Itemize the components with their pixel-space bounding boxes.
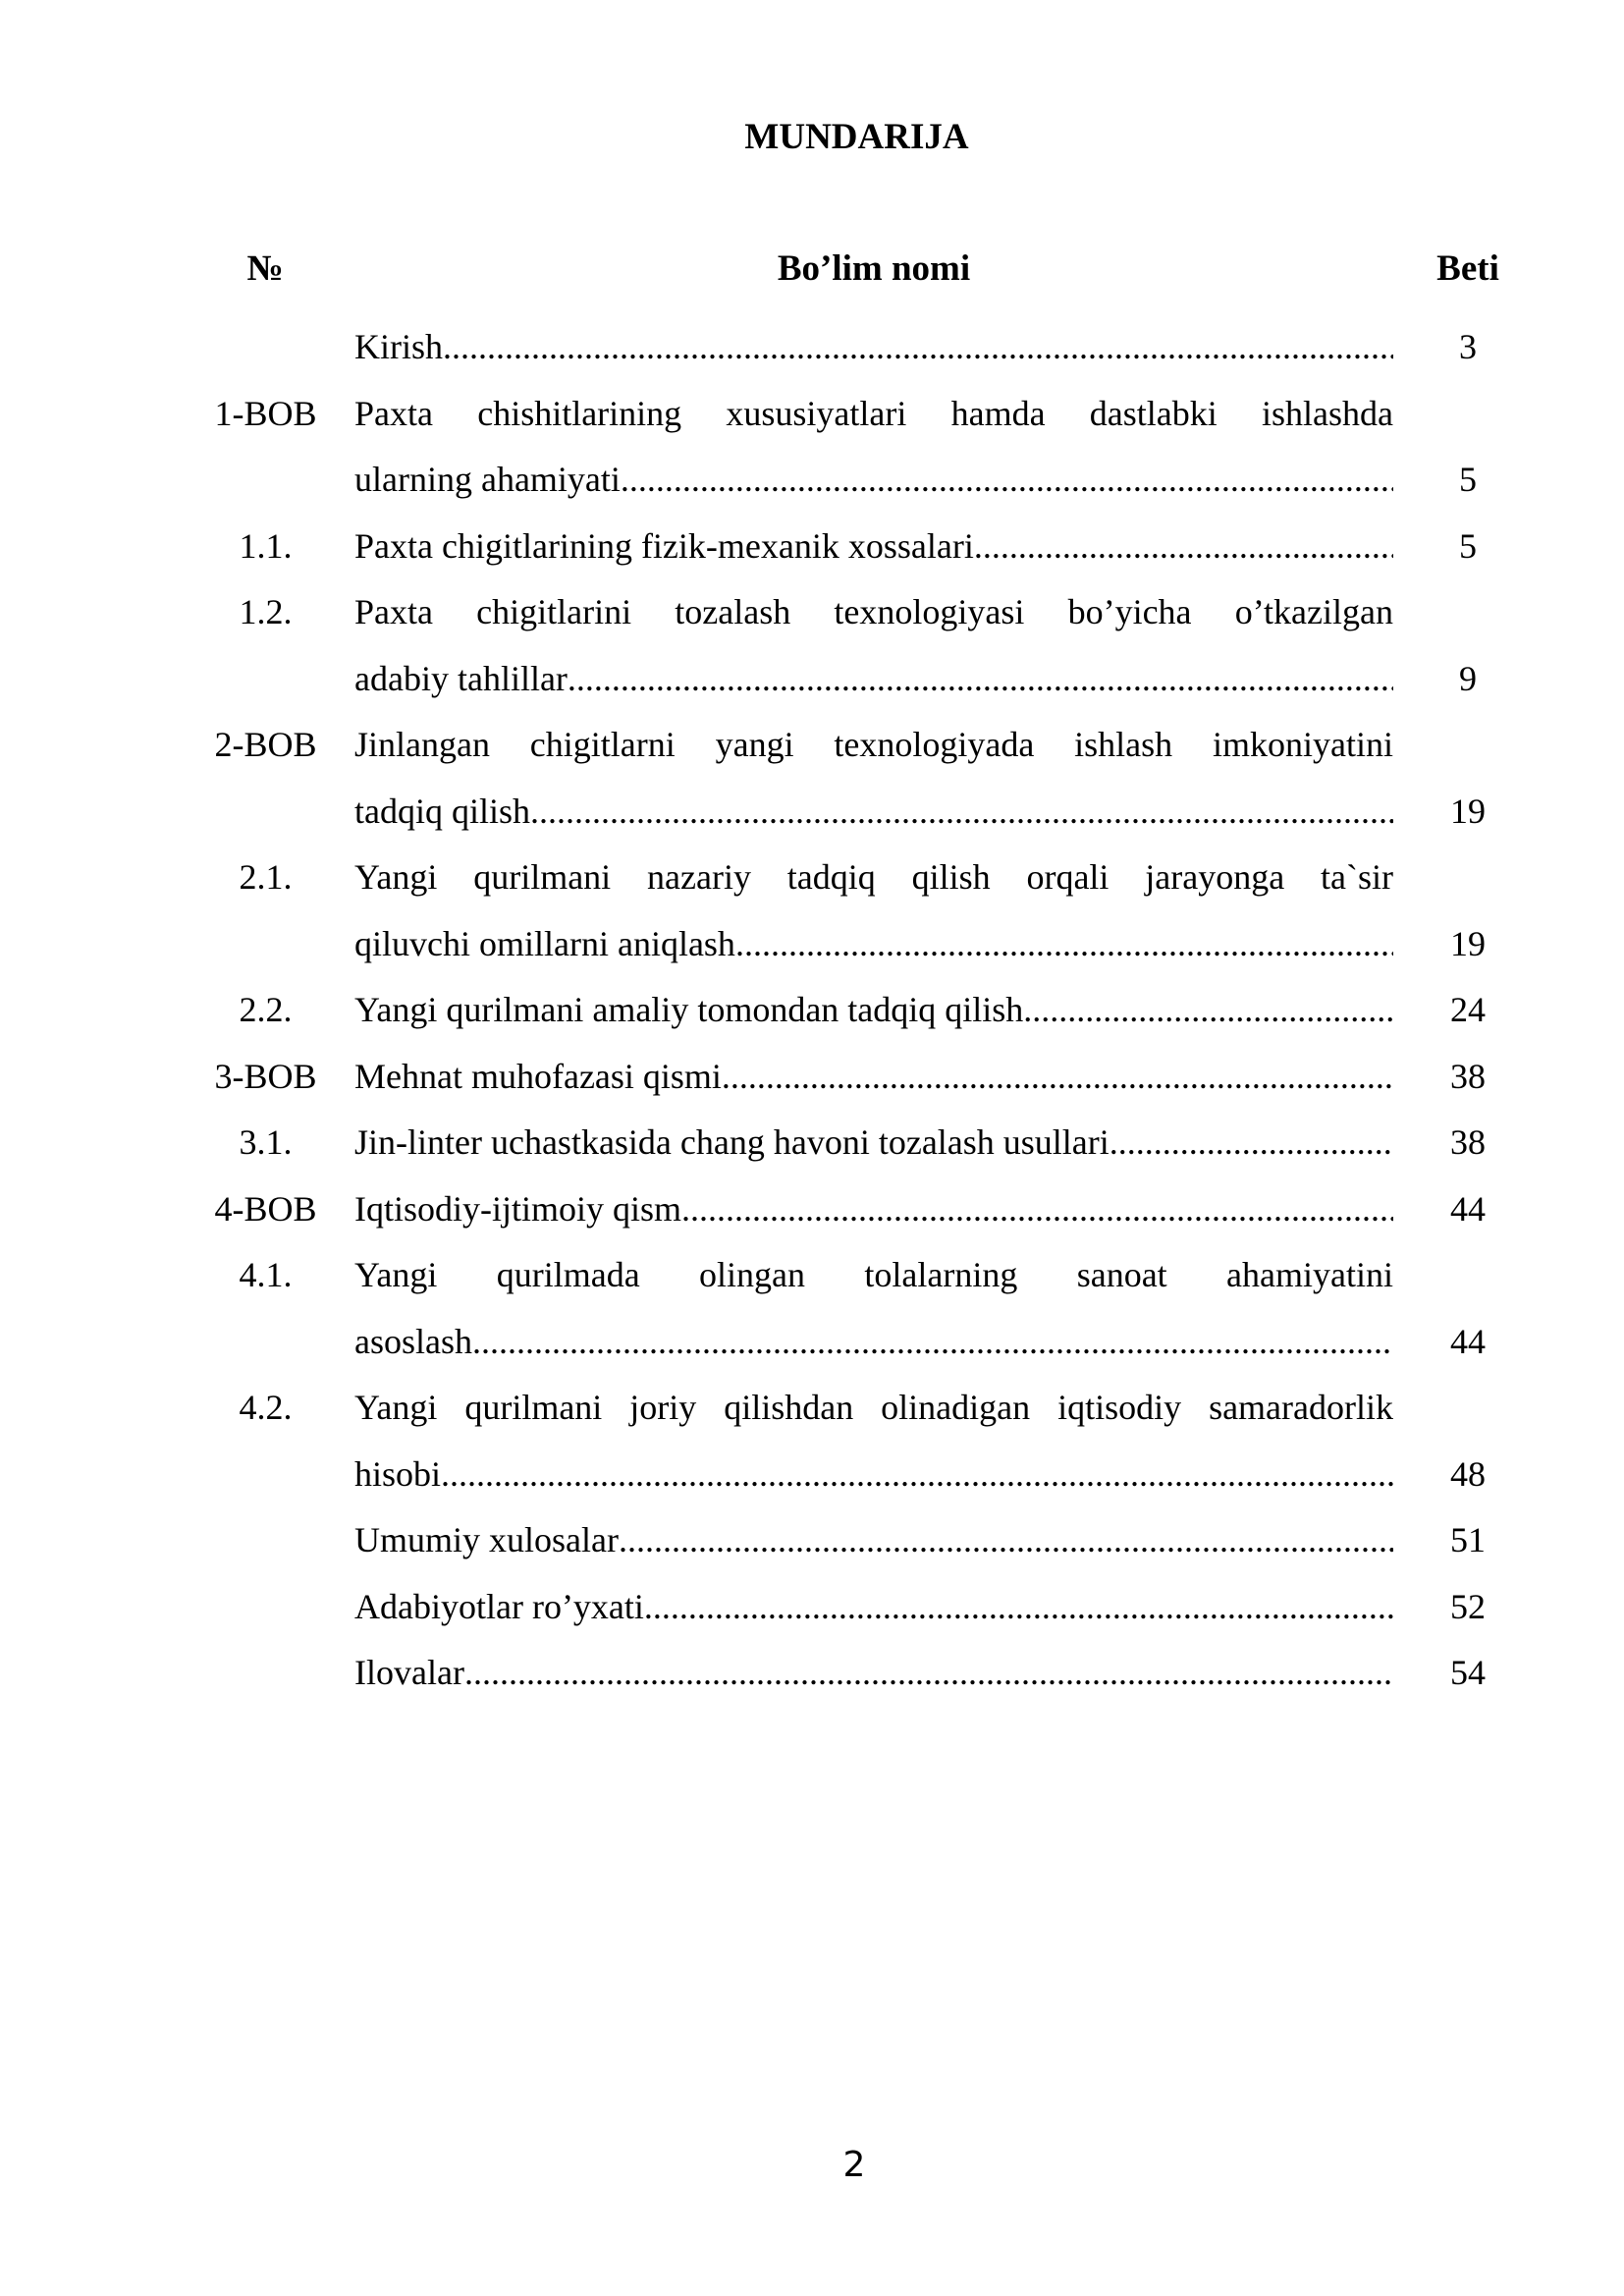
dot-leader <box>530 779 1393 846</box>
toc-entry-number: 4-BOB <box>214 1188 317 1229</box>
toc-entry-title-line <box>354 977 1393 1044</box>
toc-entry-title <box>354 1574 1393 1641</box>
toc-header-number: № <box>246 248 284 289</box>
dot-leader <box>441 1442 1393 1508</box>
toc-entry-title-line <box>354 314 1393 381</box>
toc-entry-title-line: Yangi qurilmani joriy qilishdan olinadigan iqtisodiy samaradorlik <box>354 1388 1393 1427</box>
toc-entry-title-text: Yangi qurilmani amaliy tomondan tadqiq qilish <box>354 990 1024 1029</box>
toc-entry-page: 51 <box>1450 1520 1486 1559</box>
toc-entry-title <box>354 1242 1393 1375</box>
toc-entry-number: 2-BOB <box>214 725 317 764</box>
page-title: MUNDARIJA <box>744 117 969 157</box>
toc-entry <box>0 1242 1624 1375</box>
toc-entry-number: 2.1. <box>239 857 293 897</box>
toc-entry-title-line <box>354 911 1393 978</box>
toc-entry-page: 5 <box>1459 460 1477 499</box>
toc-entry-title-line <box>354 646 1393 713</box>
toc-entry-title-line <box>354 1309 1393 1376</box>
toc-entry-page: 3 <box>1459 327 1477 366</box>
toc-entry-page: 19 <box>1450 791 1486 831</box>
toc-header-page: Beti <box>1436 248 1499 289</box>
toc-entry-page: 5 <box>1459 525 1477 566</box>
page-number: 2 <box>842 2145 866 2185</box>
toc-entry-title <box>354 1044 1393 1111</box>
table-of-contents <box>0 314 1624 1707</box>
toc-entry-title <box>354 314 1393 381</box>
dot-leader <box>735 911 1393 978</box>
toc-entry-title-line: Jinlangan chigitlarni yangi texnologiyada ishlash imkoniyatini <box>354 725 1393 764</box>
toc-entry-page: 48 <box>1450 1453 1486 1494</box>
toc-entry-page: 24 <box>1450 990 1486 1029</box>
toc-entry-page: 38 <box>1450 1122 1486 1162</box>
toc-entry-title-text: Kirish <box>354 327 443 366</box>
toc-entry-title-line: Yangi qurilmani nazariy tadqiq qilish orqali jarayonga ta`sir <box>354 857 1393 897</box>
toc-header-section-name: Bo’lim nomi <box>777 248 971 289</box>
toc-entry-title <box>354 514 1393 580</box>
toc-entry <box>0 381 1624 514</box>
toc-entry-number: 3.1. <box>239 1122 293 1162</box>
toc-entry-title-text: tadqiq qilish <box>354 791 530 831</box>
toc-entry-title <box>354 845 1393 977</box>
dot-leader <box>1023 977 1393 1044</box>
toc-entry <box>0 1574 1624 1641</box>
toc-entry-title-line: Yangi qurilmada olingan tolalarning sanoat ahamiyatini <box>354 1255 1393 1294</box>
dot-leader <box>472 1309 1393 1376</box>
toc-entry-page: 54 <box>1450 1653 1486 1692</box>
toc-entry-title-line <box>354 1176 1393 1243</box>
toc-entry-number: 4.2. <box>239 1388 293 1427</box>
toc-entry <box>0 845 1624 977</box>
toc-entry-title-line <box>354 1044 1393 1111</box>
toc-entry-title-text: Ilovalar <box>354 1653 464 1692</box>
toc-entry <box>0 314 1624 381</box>
toc-entry-page: 38 <box>1450 1056 1486 1096</box>
toc-entry-title <box>354 712 1393 845</box>
toc-entry <box>0 1044 1624 1111</box>
toc-entry-title-text: ularning ahamiyati <box>354 460 621 499</box>
dot-leader <box>974 514 1393 580</box>
toc-entry-title-line <box>354 1574 1393 1641</box>
dot-leader <box>1110 1110 1393 1176</box>
toc-entry-title-line: Paxta chigitlarini tozalash texnologiyasi bo’yicha o’tkazilgan <box>354 592 1393 631</box>
toc-entry-title <box>354 1640 1393 1707</box>
toc-entry-title-line <box>354 447 1393 514</box>
toc-entry-title-text: Mehnat muhofazasi qismi <box>354 1056 722 1096</box>
toc-entry-title-line <box>354 779 1393 846</box>
dot-leader <box>644 1574 1393 1641</box>
toc-header <box>0 247 1624 297</box>
toc-entry-title <box>354 977 1393 1044</box>
toc-entry-title <box>354 1176 1393 1243</box>
toc-entry-title <box>354 1375 1393 1507</box>
toc-entry-page: 52 <box>1450 1586 1486 1626</box>
toc-entry-title-line <box>354 1442 1393 1508</box>
toc-entry-title-text: Paxta chigitlarining fizik-mexanik xossalari <box>354 525 974 566</box>
toc-entry-title <box>354 1110 1393 1176</box>
toc-entry-title <box>354 1507 1393 1574</box>
toc-entry-number: 1.2. <box>239 592 293 631</box>
dot-leader <box>621 447 1393 514</box>
toc-entry-title-text: asoslash <box>354 1321 472 1361</box>
toc-entry-title-text: Umumiy xulosalar <box>354 1520 619 1559</box>
toc-entry-page: 19 <box>1450 923 1486 963</box>
toc-entry <box>0 1640 1624 1707</box>
toc-entry-title-text: Adabiyotlar ro’yxati <box>354 1586 644 1626</box>
toc-entry-number: 2.2. <box>239 990 293 1029</box>
toc-entry <box>0 1176 1624 1243</box>
toc-entry <box>0 579 1624 712</box>
toc-entry <box>0 1110 1624 1176</box>
dot-leader <box>568 646 1393 713</box>
dot-leader <box>722 1044 1393 1111</box>
toc-entry-number: 1-BOB <box>214 393 317 433</box>
toc-entry-title <box>354 381 1393 514</box>
toc-entry-title-line <box>354 1640 1393 1707</box>
toc-entry-page: 9 <box>1459 658 1477 698</box>
toc-entry-title-line <box>354 1110 1393 1176</box>
toc-entry-title-text: Iqtisodiy-ijtimoiy qism <box>354 1188 682 1229</box>
dot-leader <box>681 1176 1393 1243</box>
toc-entry-title-line <box>354 1507 1393 1574</box>
toc-entry-title-text: hisobi <box>354 1453 442 1494</box>
toc-entry-number: 1.1. <box>239 525 293 566</box>
toc-entry <box>0 1507 1624 1574</box>
toc-entry-title <box>354 579 1393 712</box>
toc-entry <box>0 1375 1624 1507</box>
toc-entry-number: 3-BOB <box>214 1056 317 1096</box>
toc-entry-title-line <box>354 514 1393 580</box>
dot-leader <box>619 1507 1393 1574</box>
dot-leader <box>464 1640 1393 1707</box>
dot-leader <box>443 314 1393 381</box>
toc-entry-page: 44 <box>1450 1188 1486 1229</box>
toc-entry-title-line: Paxta chishitlarining xususiyatlari hamda dastlabki ishlashda <box>354 393 1393 433</box>
toc-entry <box>0 514 1624 580</box>
toc-entry <box>0 712 1624 845</box>
toc-entry-number: 4.1. <box>239 1255 293 1294</box>
toc-entry-page: 44 <box>1450 1321 1486 1361</box>
toc-entry <box>0 977 1624 1044</box>
toc-entry-title-text: Jin-linter uchastkasida chang havoni tozalash usullari <box>354 1122 1110 1162</box>
toc-entry-title-text: qiluvchi omillarni aniqlash <box>354 923 735 963</box>
toc-entry-title-text: adabiy tahlillar <box>354 658 568 698</box>
